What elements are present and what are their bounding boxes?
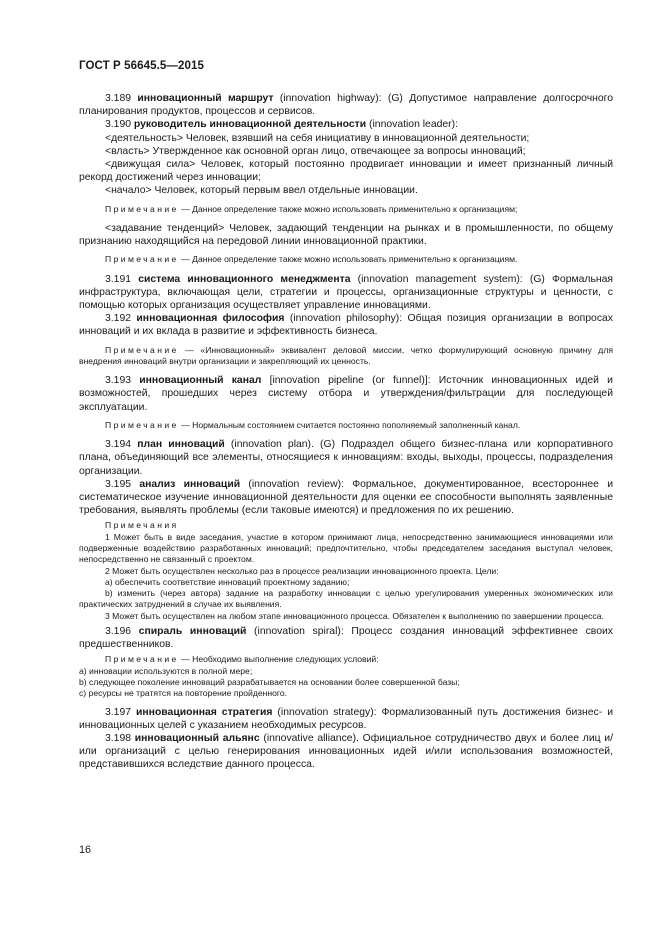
note-item: b) изменить (через автора) задание на разработку инновации с целью урегулирования умеренных экономических или практических затруднений в случае их выявления. [79,588,613,610]
term: инновационный альянс [134,733,260,745]
entry-3-190-sense-5: <задавание тенденций> Человек, задающий тенденции на рынках и в промышленности, по общему признанию находящийся на передовой линии инновационной практики. [79,222,613,248]
entry-3-190-sense-3: <движущая сила> Человек, который постоянно продвигает инновации и имеет признанный личный рекорд достижений через инновации; [79,159,613,184]
term: инновационный маршрут [137,93,274,104]
entry-3-193: 3.193 инновационный канал [innovation pipeline (or funnel)]: Источник инновационных идей и возможностей, прошедших через систему отбора и утверждения/фильтрации для последующей эксплуатации. [79,375,613,413]
term: спираль инноваций [138,626,247,638]
note-item: b) следующее поколение инноваций разрабатывается на основании более совершенной базы; [79,677,460,688]
page-number: 16 [79,844,92,856]
entry-3-190-sense-1: <деятельность> Человек, взявший на себя инициативу в инновационной деятельности; [105,132,530,144]
document-code-header: ГОСТ Р 56645.5—2015 [79,60,204,72]
note: Примечание — Данное определение также можно использовать применительно к организациям; [105,203,518,214]
note-item: 3 Может быть осуществлен на любом этапе инновационного процесса. Обязателен к выполнению по завершении процесса. [105,610,604,621]
note-item: 1 Может быть в виде заседания, участие в котором принимают лица, непосредственно занимающиеся инновациями или подверженные воздействию разработанных инноваций; предпочтительно, чтобы председателем заседания выступал человек, непосредственно не связанный с проектом. [79,531,613,565]
note-item: а) инновации используются в полной мере; [79,665,253,676]
entry-3-190-sense-4: <начало> Человек, который первым ввел отдельные инновации. [105,185,418,197]
note: Примечание — «Инновационный» эквивалент деловой миссии, четко формулирующий основную причину для внедрения инноваций внутри организации и закрепляющий их ценность. [79,344,613,366]
entry-3-190-sense-2: <власть> Утвержденное как основной орган лицо, отвечающее за вопросы инноваций; [105,145,526,157]
entry-3-194: 3.194 план инноваций (innovation plan). (G) Подраздел общего бизнес-плана или корпоративного плана, объединяющий все элементы, относящиеся к инновациям: входы, выходы, процессы, подразделения организации. [79,439,613,477]
term: инновационная стратегия [136,706,273,718]
entry-3-198: 3.198 инновационный альянс (innovative alliance). Официальное сотрудничество двух и более лиц и/или организаций с целью генерирования инновационных идей и/или использования возможностей, представившихся вследствие данного процесса. [79,733,613,771]
entry-3-191: 3.191 система инновационного менеджмента (innovation management system): (G) Формальная инфраструктура, включающая цели, стратегии и процессы, организационные структуры и ценности, с помощью которых организация осуществляет управление инновациями. [79,273,614,312]
note-item: а) обеспечить соответствие инноваций проектному заданию; [105,576,350,587]
entry-3-192: 3.192 инновационная философия (innovation philosophy): Общая позиция организации в вопросах инноваций и их вклада в развитие и эффективность бизнеса. [79,313,613,338]
note-item: 2 Может быть осуществлен несколько раз в процессе реализации инновационного проекта. Цели: [105,565,499,576]
note-item: с) ресурсы не тратятся на повторение пройденного. [79,688,288,699]
entry-3-195: 3.195 анализ инноваций (innovation review): Формальное, документированное, всестороннее и систематическое изучение инновационной деятельности для оценки ее способности выполнять заявленные требования, выявлять проблемы (если таковые имеются) и предложения по их решению. [79,478,614,517]
term: система инновационного менеджмента [138,273,351,285]
entry-3-197: 3.197 инновационная стратегия (innovation strategy): Формализованный путь достижения бизнес- и инновационных целей с указанием необходимых ресурсов. [79,706,614,731]
term: план инноваций [137,439,225,451]
document-body [79,92,613,772]
term: инновационный канал [139,375,262,387]
notes-heading: Примечания [105,520,179,531]
entry-3-189: 3.189 инновационный маршрут (innovation highway): (G) Допустимое направление долгосрочного планирования продуктов, процессов и сервисов. [79,93,613,118]
entry-3-190: 3.190 руководитель инновационной деятельности (innovation leader): [105,119,458,131]
term: инновационная философия [136,313,285,325]
term: руководитель инновационной деятельности [133,119,367,131]
term: анализ инноваций [139,478,241,490]
note: Примечание — Нормальным состоянием считается постоянно пополняемый заполненный канал. [105,419,521,430]
note: Примечание — Необходимо выполнение следующих условий: [105,654,379,665]
entry-3-196: 3.196 спираль инноваций (innovation spiral): Процесс создания инноваций эффективнее своих предшественников. [79,626,613,651]
note: Примечание — Данное определение также можно использовать применительно к организациям. [105,254,518,265]
